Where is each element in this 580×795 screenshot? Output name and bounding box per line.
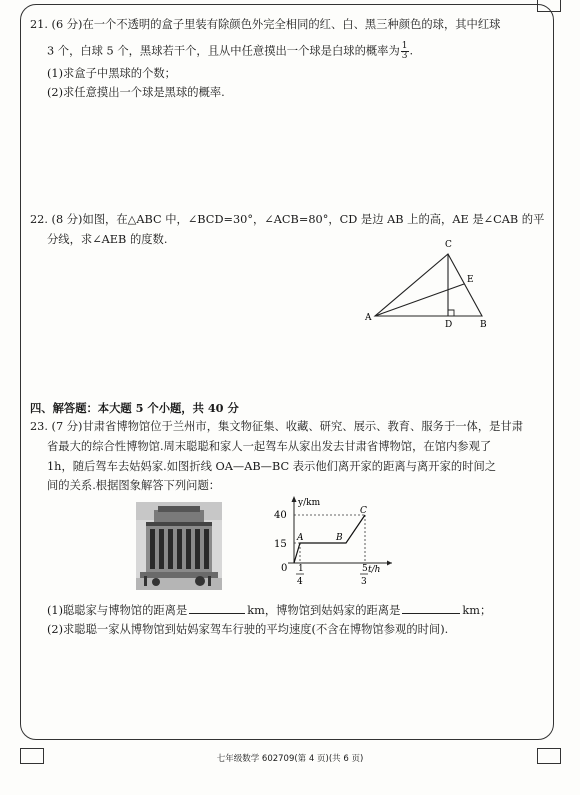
answer-blank-1[interactable] [189,613,245,614]
q21-sub2: (2)求任意摸出一个球是黑球的概率. [47,86,225,99]
section4-title: 四、解答题：本大题 5 个小题，共 40 分 [30,401,239,415]
y-axis-arrow [292,496,297,502]
point-a-label: A [297,533,304,543]
label-e: E [467,275,474,285]
q23-line2: 省最大的综合性博物馆.周末聪聪和家人一起驾车从家出发去甘肃省博物馆，在馆内参观了 [47,440,492,453]
graph-polyline-oabc [294,515,365,563]
q23-line4: 间的关系.根据图象解答下列问题： [47,479,221,492]
x-tick2-num: 5 [362,564,368,574]
y-tick-40: 40 [274,510,287,521]
q21-line1: 21. (6 分)在一个不透明的盒子里装有除颜色外完全相同的红、白、黑三种颜色的球，其中红球 [30,18,501,31]
bisector-ae [375,284,464,316]
triangle-abc [375,254,482,316]
point-b-label: B [336,533,343,543]
x-tick2-den: 3 [361,577,367,587]
q22-line2: 分线，求∠AEB 的度数. [47,233,168,246]
q21-line2: 3 个，白球 5 个，黑球若干个，且从中任意摸出一个球是白球的概率为 $\frac{1}{3}$ . [47,41,414,61]
x-axis-arrow [387,561,392,566]
q21-line2-text: 3 个，白球 5 个，黑球若干个，且从中任意摸出一个球是白球的概率为 [47,44,400,58]
q23-sub1 [47,604,491,618]
triangle-figure [360,232,500,332]
x-tick1-num: 1 [298,564,304,574]
answer-blank-2[interactable] [402,613,460,614]
distance-time-graph [268,492,398,592]
y-tick-15: 15 [274,539,287,550]
label-a: A [365,313,372,323]
q21-probability-fraction [401,42,409,61]
q21-prob-numerator: 1 [401,41,408,51]
label-c: C [445,240,452,250]
q23-sub1-part-a: (1)聪聪家与博物馆的距离是 [47,604,188,617]
q23-sub1-part-b: km，博物馆到姑妈家的距离是 [247,604,401,617]
q23-sub1-part-c: km； [462,604,492,617]
museum-photo [136,502,222,590]
corner-mark-top-right [537,0,561,12]
q23-line3: 1h，随后驾车去姑妈家.如图折线 OA—AB—BC 表示他们离开家的距离与离开家的时间之 [47,460,497,473]
page-footer: 七年级数学 602709(第 4 页)(共 6 页) [216,754,364,764]
q23-line1: 23. (7 分)甘肃省博物馆位于兰州市，集文物征集、收藏、研究、展示、教育、服务于一体，是甘肃 [30,420,524,433]
right-angle-mark [448,310,454,316]
y-axis-label: y/km [298,498,321,508]
q21-prob-denominator: 3 [401,51,408,61]
q21-sub1: (1)求盒子中黑球的个数； [47,67,176,80]
q23-sub2: (2)求聪聪一家从博物馆到姑妈家驾车行驶的平均速度(不含在博物馆参观的时间). [47,623,449,636]
point-c-label: C [360,506,367,516]
x-axis-label: t/h [368,565,381,575]
origin-label: 0 [281,563,288,574]
label-d: D [445,320,453,330]
q22-line1: 22. (8 分)如图，在△ABC 中，∠BCD=30°，∠ACB=80°，CD 是边 AB 上的高，AE 是∠CAB 的平 [30,213,545,226]
x-tick1-den: 4 [297,577,303,587]
label-b: B [480,320,487,330]
